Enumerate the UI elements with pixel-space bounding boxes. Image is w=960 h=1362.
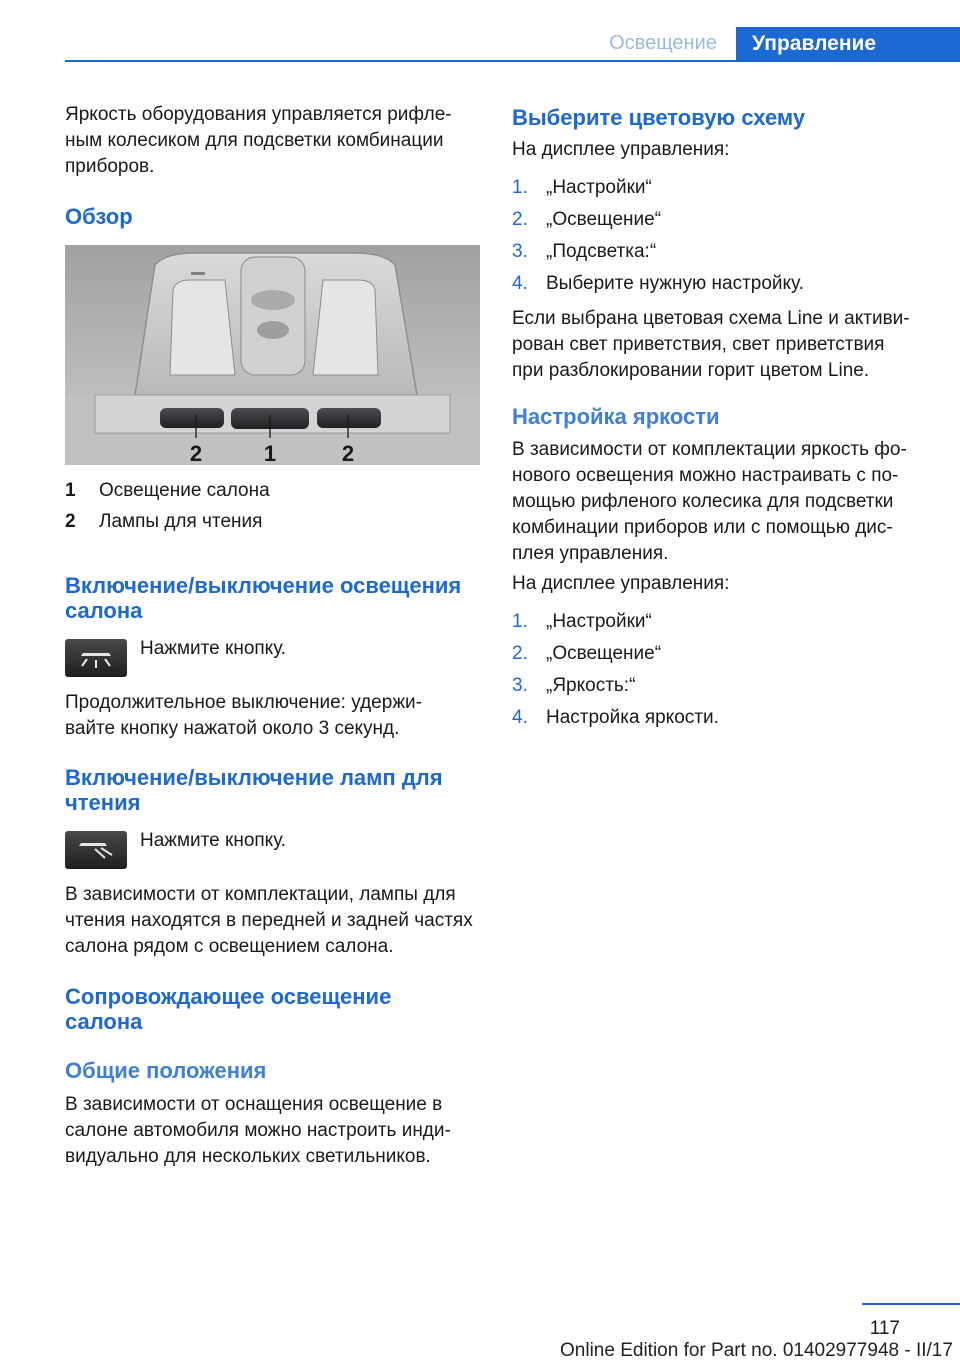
sec2-title-line-2: чтения [65,790,141,815]
color-note-line-1: Если выбрана цветовая схема Line и активи- [512,308,910,329]
sec3-title-line-1: Сопровождающее освещение [65,984,392,1009]
brightness-text-line-5: плея управления. [512,543,669,564]
footer-rule [862,1303,960,1305]
legend-num-2: 2 [65,511,76,532]
brightness-text-line-2: нового освещения можно настраивать с по- [512,465,899,486]
sec2-press-text: Нажмите кнопку. [140,830,287,851]
bright-step-num-3: 3. [512,675,528,696]
bright-step-num-4: 4. [512,707,528,728]
bright-step-text-2: „Освещение“ [546,643,662,664]
intro-line-2: ным колесиком для подсветки комбинации [65,130,444,151]
bright-step-text-4: Настройка яркости. [546,707,719,728]
color-step-text-4: Выберите нужную настройку. [546,273,804,294]
sec3-text-line-1: В зависимости от оснащения освещение в [65,1094,443,1115]
color-step-text-3: „Подсветка:“ [546,241,657,262]
header-rule [65,60,960,62]
sec1-press-text: Нажмите кнопку. [140,638,287,659]
sec2-text-line-1: В зависимости от комплектации, лампы для [65,884,456,905]
brightness-text-line-3: мощью рифленого колесика для подсветки [512,491,894,512]
brightness-title: Настройка яркости [512,404,720,429]
bright-step-text-1: „Настройки“ [546,611,652,632]
header-chapter-tab[interactable]: Управление [736,27,960,60]
callout-label-center: 1 [263,441,277,465]
bright-step-num-1: 1. [512,611,528,632]
page-number: 117 [869,1318,900,1339]
sec3-text-line-3: видуально для нескольких светильников. [65,1146,431,1167]
reading-light-button-icon [65,831,127,869]
sec3-title-line-2: салона [65,1009,143,1034]
color-step-text-1: „Настройки“ [546,177,652,198]
callout-label-right: 2 [341,441,355,465]
color-step-num-4: 4. [512,273,528,294]
interior-light-button-icon [65,639,127,677]
header-section-tab[interactable]: Освещение [609,32,717,54]
sec2-text-line-3: салона рядом с освещением салона. [65,936,394,957]
intro-line-1: Яркость оборудования управляется рифле- [65,104,452,125]
color-scheme-title: Выберите цветовую схему [512,105,806,130]
brightness-text-line-1: В зависимости от комплектации яркость фо- [512,439,907,460]
sec2-text-line-2: чтения находятся в передней и задней частях [65,910,473,931]
color-note-line-3: при разблокировании горит цветом Line. [512,360,870,381]
brightness-intro: На дисплее управления: [512,573,730,594]
sec1-title-line-1: Включение/выключение освещения [65,573,462,598]
sec2-title-line-1: Включение/выключение ламп для [65,765,443,790]
color-step-text-2: „Освещение“ [546,209,662,230]
overview-title: Обзор [65,204,133,229]
callout-label-left: 2 [189,441,203,465]
color-step-num-3: 3. [512,241,528,262]
sec1-text-line-1: Продолжительное выключение: удержи- [65,692,422,713]
color-step-num-1: 1. [512,177,528,198]
color-note-line-2: рован свет приветствия, свет приветствия [512,334,885,355]
edition-footer: Online Edition for Part no. 01402977948 - II/17 [560,1340,953,1361]
brightness-text-line-4: комбинации приборов или с помощью дис- [512,517,893,538]
color-step-num-2: 2. [512,209,528,230]
legend-text-2: Лампы для чтения [99,511,263,532]
bright-step-text-3: „Яркость:“ [546,675,636,696]
sec3-subtitle: Общие положения [65,1058,267,1083]
overhead-console-photo [65,245,480,465]
legend-num-1: 1 [65,480,76,501]
legend-text-1: Освещение салона [99,480,270,501]
bright-step-num-2: 2. [512,643,528,664]
sec1-text-line-2: вайте кнопку нажатой около 3 секунд. [65,718,400,739]
sec1-title-line-2: салона [65,598,143,623]
sec3-text-line-2: салоне автомобиля можно настроить инди- [65,1120,451,1141]
intro-line-3: приборов. [65,156,155,177]
color-scheme-intro: На дисплее управления: [512,139,730,160]
